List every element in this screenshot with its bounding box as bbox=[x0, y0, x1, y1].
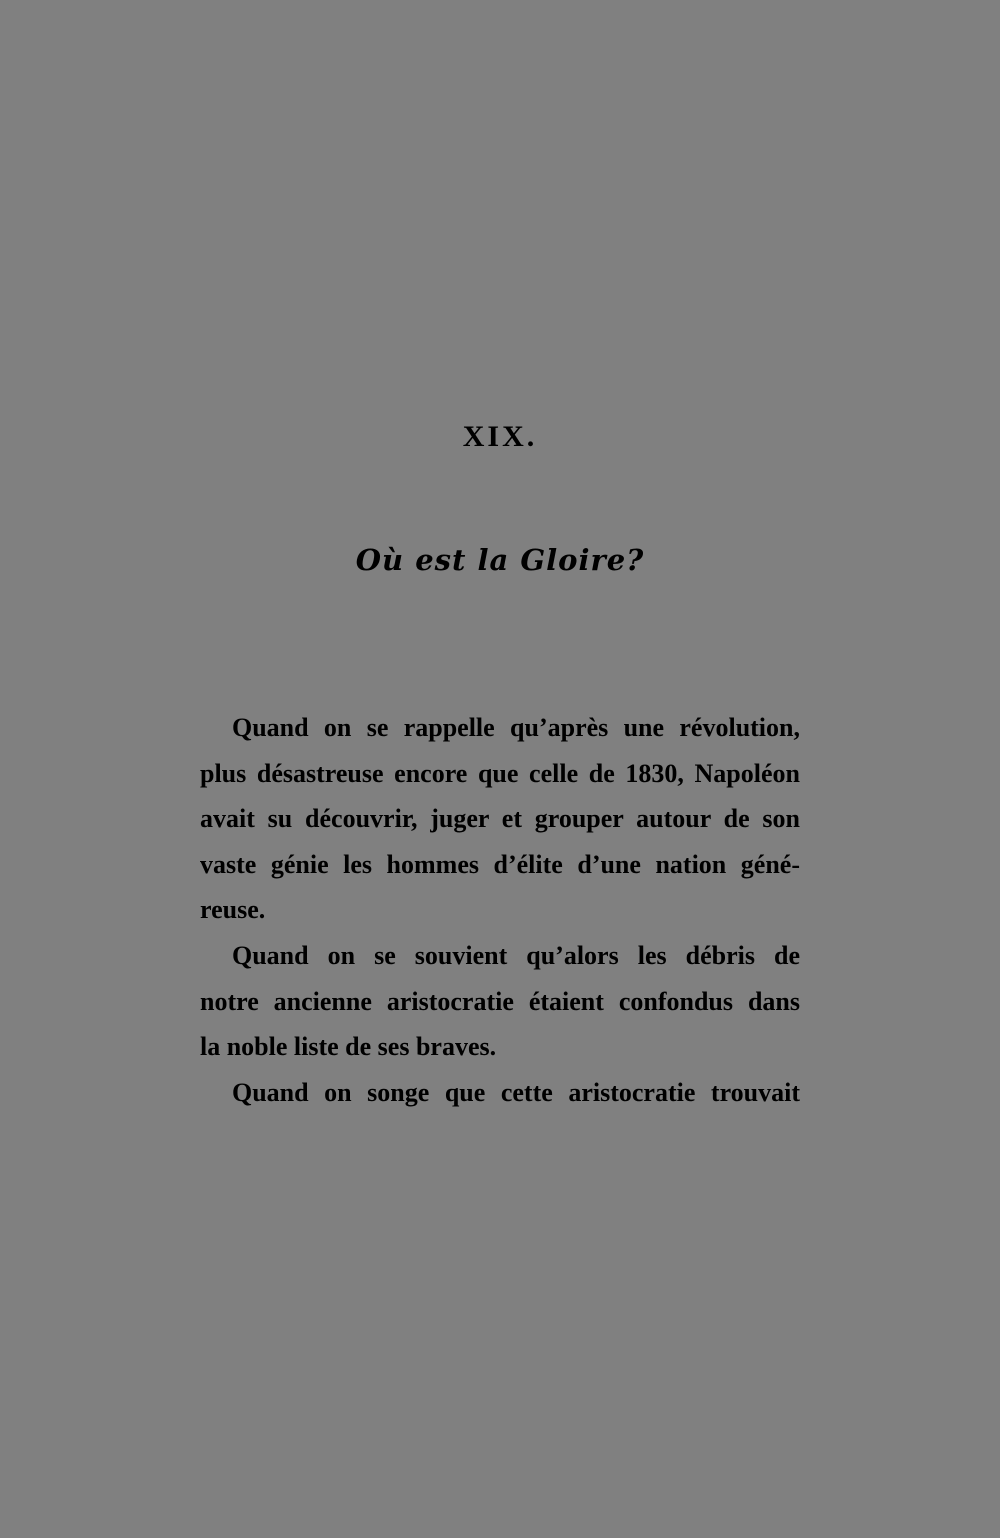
text-line: Quand on se souvient qu’alors les débris de bbox=[232, 940, 800, 970]
text-line: plus désastreuse encore que celle de 1830, Napoléon bbox=[200, 758, 800, 788]
chapter-number: XIX. bbox=[462, 420, 538, 453]
text-line: la noble liste de ses braves. bbox=[200, 1032, 497, 1062]
chapter-title: Où est la Gloire? bbox=[355, 543, 645, 577]
text-line: reuse. bbox=[200, 895, 266, 925]
text-line: notre ancienne aristocratie étaient confondus dans bbox=[200, 986, 800, 1016]
chapter-body bbox=[200, 705, 800, 1115]
text-line: Quand on se rappelle qu’après une révolution, bbox=[232, 713, 800, 742]
text-line: avait su découvrir, juger et grouper autour de son bbox=[200, 804, 800, 834]
text-line: vaste génie les hommes d’élite d’une nation géné- bbox=[200, 849, 800, 879]
text-line: Quand on songe que cette aristocratie trouvait bbox=[232, 1077, 800, 1107]
